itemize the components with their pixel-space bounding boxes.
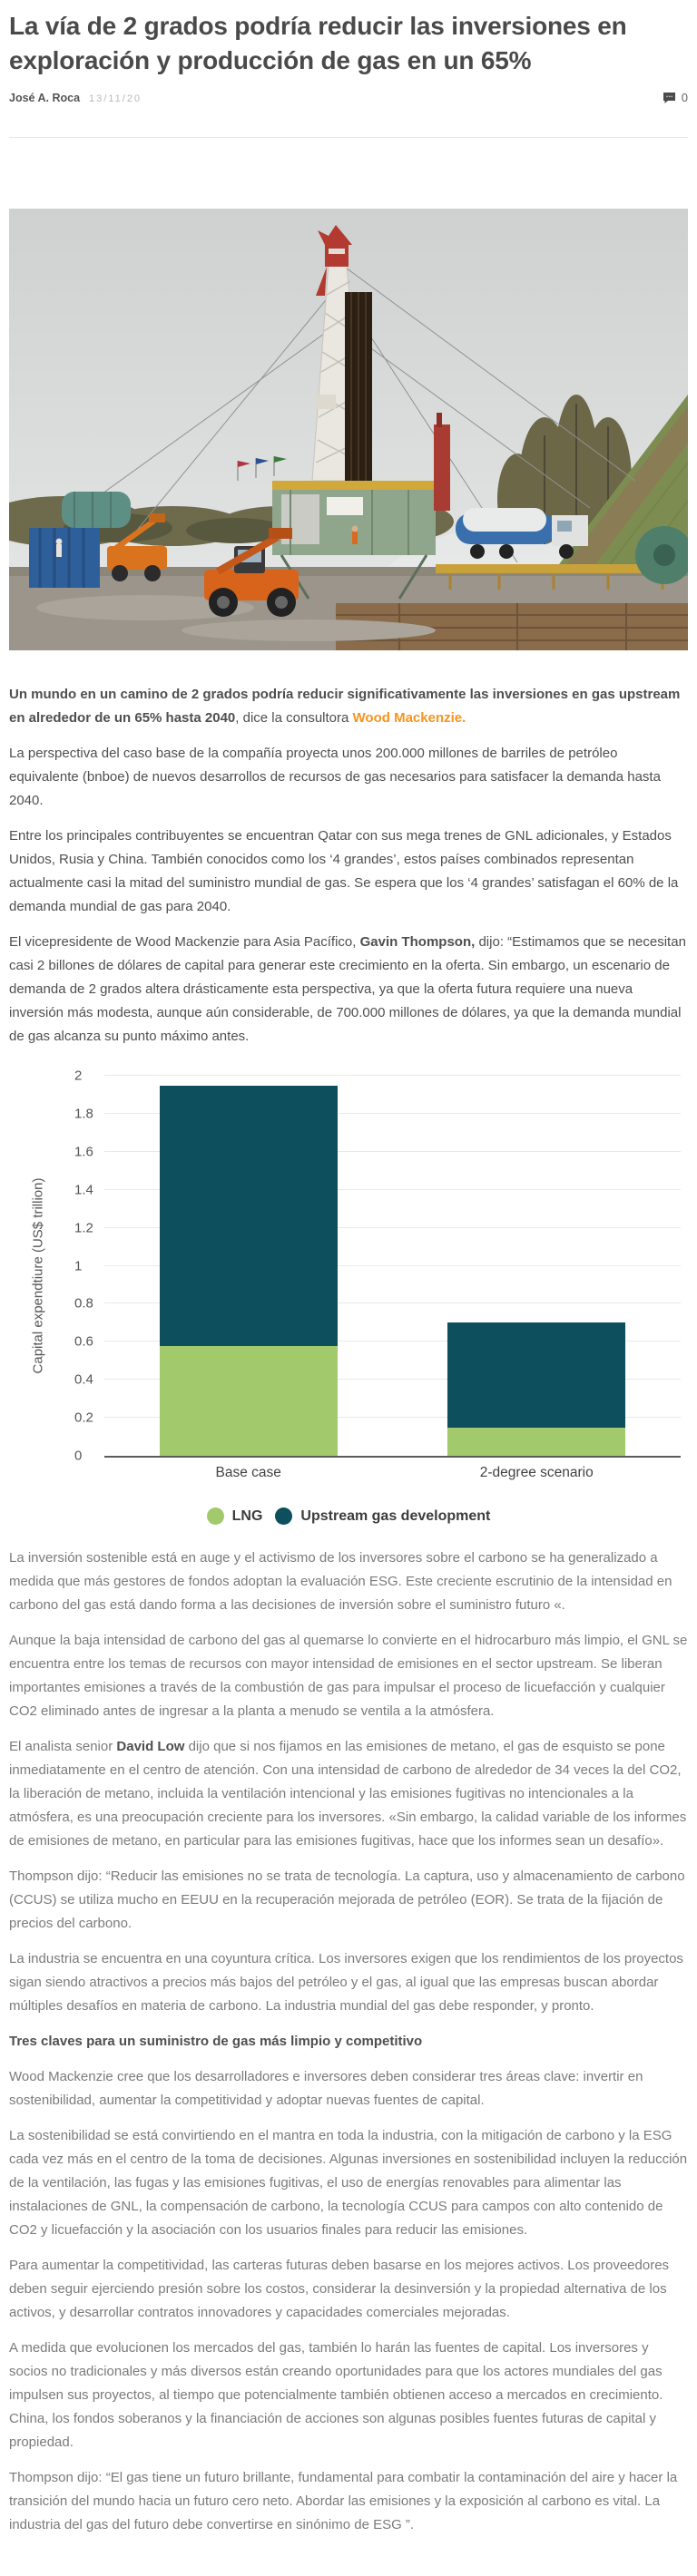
capex-chart (9, 1063, 688, 1530)
chart-x-category-label: Base case (215, 1465, 281, 1480)
bold-text: Un mundo en un camino de 2 grados podría reducir significativamente las inversiones en gas upstream en alrededor de un 65% hasta 2040 (9, 687, 681, 726)
article-paragraph (9, 931, 688, 1049)
bold-text: Tres claves para un suministro de gas más limpio y competitivo (9, 2034, 423, 2049)
author-name[interactable]: José A. Roca (9, 91, 81, 104)
chart-bar-segment[interactable] (160, 1346, 338, 1457)
article-paragraph (9, 2124, 688, 2242)
page-title: La vía de 2 grados podría reducir las inversiones en exploración y producción de gas en un 65% (9, 12, 627, 74)
chart-y-tick-label: 1.6 (74, 1144, 93, 1160)
text-span: dijo que si nos fijamos en las emisiones de metano, el gas de esquisto se pone inmediatamente en el centro de atención. Con una intensidad de carbono de alrededor de 34 veces la del CO2, la liberación de metano, incluida la ventilación intencional y las emisiones fugitivas no intencionales a la atmósfera, es una preocupación creciente para los inversores. «Sin embargo, la calidad variable de los informes de emisiones de metano, en particular para las emisiones fugitivas, hace que los informes sean un desafío». (9, 1739, 687, 1849)
text-span: Entre los principales contribuyentes se encuentran Qatar con sus mega trenes de GNL adicionales, y Estados Unidos, Rusia y China. También conocidos como los ‘4 grandes’, estos países combinados representan actualmente casi la mitad del suministro mundial de gas. Se espera que los ‘4 grandes’ satisfagan el 60% de la demanda mundial de gas para 2040. (9, 828, 679, 914)
spacer (9, 138, 688, 209)
chart-bar-segment[interactable] (447, 1428, 625, 1456)
text-span: Wood Mackenzie cree que los desarrolladores e inversores deben considerar tres áreas clave: invertir en sostenibilidad, aumentar la competitividad y adoptar nuevas fuentes de capital. (9, 2069, 643, 2108)
article-paragraph (9, 2254, 688, 2325)
publish-date: 13/11/20 (89, 93, 142, 104)
chart-x-labels (104, 1465, 681, 1481)
text-span: dijo: “Estimamos que se necesitan casi 2 billones de dólares de capital para generar este crecimiento en la oferta. Sin embargo, un escenario de demanda de 2 grados altera drásticamente esta perspectiva, ya que la oferta futura requiere una nueva inversión más modesta, aunque aún considerable, de 700.000 millones de dólares, ya que la demanda mundial de gas alcanza su punto máximo antes. (9, 934, 686, 1044)
bold-text: Gavin Thompson, (359, 934, 476, 950)
article-paragraph (9, 1547, 688, 1617)
chart-y-tick-label: 1.4 (74, 1182, 93, 1198)
bold-text: David Low (116, 1739, 185, 1754)
text-span: La inversión sostenible está en auge y el activismo de los inversores sobre el carbono se ha generalizado a medida que más gestores de fondos adoptan la evaluación ESG. Este creciente escrutinio de la intensidad en carbono del gas está dando forma a las decisiones de inversión sobre el suministro futuro «. (9, 1550, 672, 1613)
article-paragraph (9, 683, 688, 730)
legend-item[interactable] (207, 1508, 263, 1525)
text-span: El analista senior (9, 1739, 117, 1754)
article-paragraph (9, 2065, 688, 2113)
text-span: Thompson dijo: “El gas tiene un futuro brillante, fundamental para combatir la contaminación del aire y hacer la transición del mundo hacia un futuro cero neto. Abordar las emisiones y la exposición al carbono es vital. La industria del gas del futuro debe convertirse en sinónimo de ESG ”. (9, 2470, 678, 2532)
comments-counter[interactable] (663, 91, 688, 104)
text-span: Aunque la baja intensidad de carbono del gas al quemarse lo convierte en el hidrocarburo más limpio, el GNL se encuentra entre los temas de recursos con mayor intensidad de emisiones en el sector upstream. Se liberan importantes emisiones a través de la combustión de gas para impulsar el proceso de licuefacción y cualquier CO2 eliminado antes de ingresar a la planta a menudo se ventila a la atmósfera. (9, 1633, 688, 1719)
article-paragraph (9, 1629, 688, 1723)
drilling-rig-illustration (9, 209, 688, 650)
legend-color-dot (207, 1508, 224, 1525)
chart-bar-segment[interactable] (160, 1086, 338, 1346)
article-paragraph (9, 742, 688, 813)
legend-item[interactable] (275, 1508, 490, 1525)
text-span: Thompson dijo: “Reducir las emisiones no se trata de tecnología. La captura, uso y almacenamiento de carbono (CCUS) se utiliza mucho en EEUU en la recuperación mejorada de petróleo (EOR). Se trata de la fijación de precios del carbono. (9, 1869, 685, 1931)
byline (9, 91, 688, 104)
chart-y-tick-label: 0.6 (74, 1333, 93, 1350)
speech-bubble-icon (663, 92, 676, 104)
article-body (9, 1547, 688, 2537)
chart-y-axis-label: Capital expendtiure (US$ trillion) (30, 1177, 46, 1374)
article-paragraph (9, 2466, 688, 2537)
chart-y-tick-label: 1.8 (74, 1106, 93, 1122)
spacer (9, 650, 688, 683)
text-span: El vicepresidente de Wood Mackenzie para Asia Pacífico, (9, 934, 360, 950)
chart-y-tick-label: 2 (74, 1068, 83, 1084)
comments-count: 0 (681, 91, 688, 104)
chart-y-tick-label: 0.4 (74, 1371, 93, 1388)
legend-label: Upstream gas development (300, 1508, 491, 1524)
legend-color-dot (275, 1508, 292, 1525)
chart-bar-segment[interactable] (447, 1322, 625, 1427)
article-paragraph (9, 2030, 688, 2054)
text-span: Para aumentar la competitividad, las carteras futuras deben basarse en los mejores activos. Los proveedores deben seguir ejerciendo presión sobre los costos, considerar la desinversión y la propiedad alternativa de los activos, y desarrollar contratos innovadores y capacidades comerciales mejoradas. (9, 2258, 670, 2320)
chart-y-tick-label: 1 (74, 1258, 83, 1273)
chart-bar[interactable] (160, 1076, 338, 1456)
wood-mackenzie-link[interactable]: Wood Mackenzie. (352, 710, 466, 726)
chart-x-category-label: 2-degree scenario (479, 1465, 594, 1480)
chart-y-tick-label: 0.2 (74, 1410, 93, 1426)
chart-y-tick-label: 1.2 (74, 1220, 93, 1236)
article-paragraph (9, 1865, 688, 1936)
text-span: La industria se encuentra en una coyuntura crítica. Los inversores exigen que los rendimientos de los proyectos sigan siendo atractivos a precios más bajos del petróleo y el gas, al igual que las empresas buscan abordar múltiples desafíos en materia de carbono. La industria mundial del gas debe responder, y pronto. (9, 1951, 683, 2014)
chart-y-tick-label: 0.8 (74, 1295, 93, 1312)
text-span: , dice la consultora (235, 710, 353, 726)
text-span: La sostenibilidad se está convirtiendo en el mantra en toda la industria, con la mitigación de carbono y la ESG cada vez más en el centro de la toma de decisiones. Algunas inversiones en sostenibilidad incluyen la reducción de la ventilación, las fugas y las emisiones fugitivas, el uso de energías renovables para alimentar las instalaciones de GNL, la compensación de carbono, la tecnología CCUS para campos con alto contenido de CO2 y licuefacción y la asociación con los usuarios finales para reducir las emisiones. (9, 2128, 688, 2238)
chart-plot-area (104, 1076, 681, 1458)
text-span: A medida que evolucionen los mercados del gas, también lo harán las fuentes de capital. Los inversores y socios no tradicionales y más diversos están creando oportunidades para que los actores mundiales del gas impulsen sus proyectos, al tiempo que potencialmente también obtienen acceso a mercados en crecimiento. China, los fondos soberanos y la financiación de acciones son algunas posibles fuentes futuras de capital y propiedad. (9, 2340, 663, 2450)
article-intro (9, 683, 688, 1049)
article-paragraph (9, 1735, 688, 1853)
chart-y-tick-label: 0 (74, 1448, 83, 1464)
chart-legend (9, 1508, 688, 1525)
chart-bar[interactable] (447, 1076, 625, 1456)
article-paragraph (9, 2337, 688, 2454)
article-paragraph (9, 1947, 688, 2018)
article-image (9, 209, 688, 650)
text-span: La perspectiva del caso base de la compañía proyecta unos 200.000 millones de barriles de petróleo equivalente (bnboe) de nuevos desarrollos de recursos de gas necesarios para satisfacer la demanda hasta 2040. (9, 746, 661, 808)
article-paragraph (9, 825, 688, 919)
legend-label: LNG (231, 1508, 263, 1524)
